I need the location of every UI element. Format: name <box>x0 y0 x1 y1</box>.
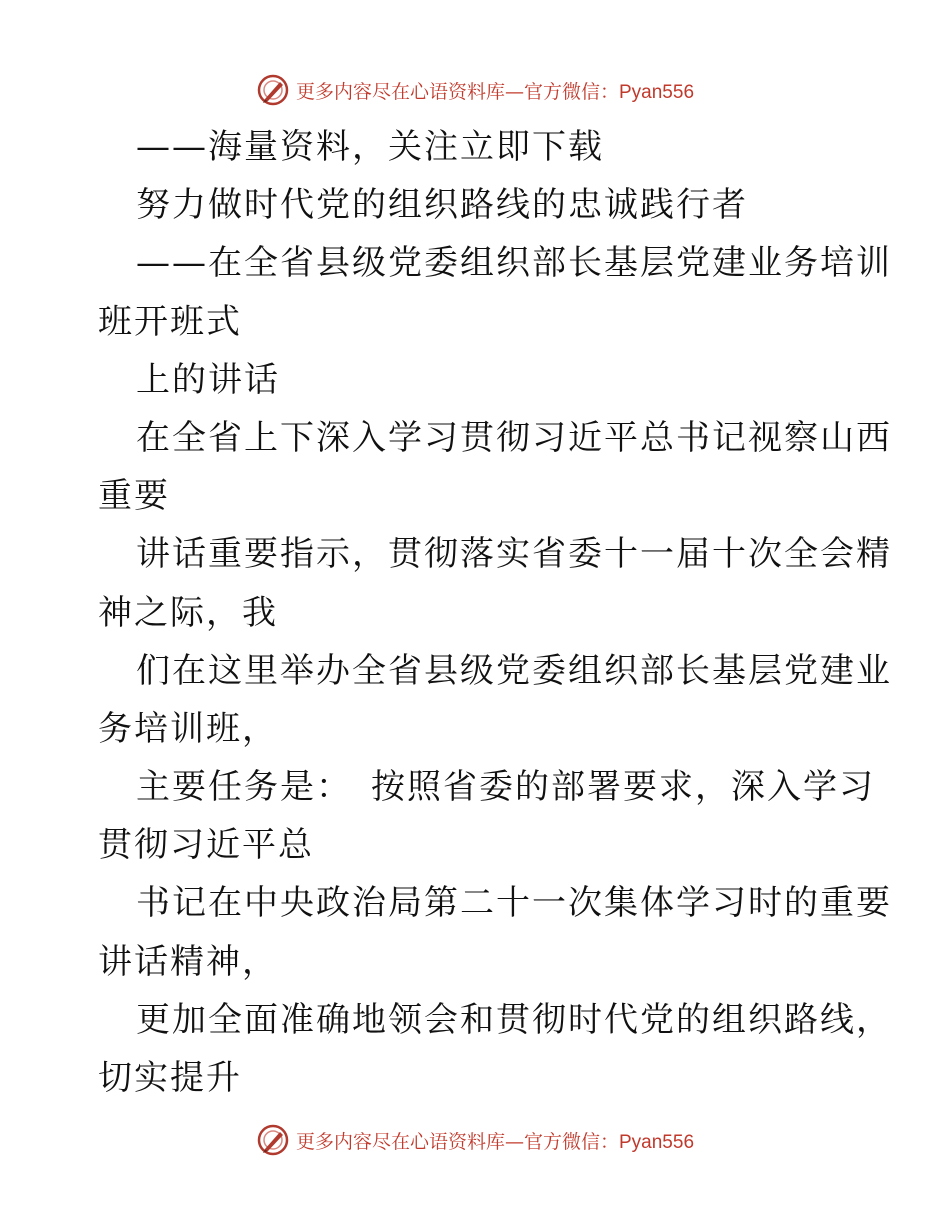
document-title: 努力做时代党的组织路线的忠诚践行者 <box>136 185 748 226</box>
text-line: 班开班式 <box>98 301 242 342</box>
text-line: 神之际，我 <box>98 592 278 633</box>
text-line: 上的讲话 <box>136 359 280 400</box>
pen-circle-logo-icon <box>256 1123 290 1157</box>
subtitle-line: ——海量资料，关注立即下载 <box>136 127 604 167</box>
text-line: 们在这里举办全省县级党委组织部长基层党建业 <box>136 650 892 691</box>
text-line: 在全省上下深入学习贯彻习近平总书记视察山西 <box>136 417 892 458</box>
pen-circle-logo-icon <box>256 73 290 107</box>
text-line: 书记在中央政治局第二十一次集体学习时的重要 <box>136 883 892 924</box>
text-line: 主要任务是： 按照省委的部署要求，深入学习 <box>136 767 875 808</box>
text-line: 贯彻习近平总 <box>98 825 314 866</box>
text-line: 讲话重要指示，贯彻落实省委十一届十次全会精 <box>136 534 892 575</box>
document-body <box>98 118 892 1107</box>
header-watermark <box>0 72 950 108</box>
text-line: 切实提升 <box>98 1058 242 1098</box>
text-line: ——在全省县级党委组织部长基层党建业务培训 <box>136 243 892 284</box>
text-line: 务培训班， <box>98 708 278 749</box>
text-line: 更加全面准确地领会和贯彻时代党的组织路线， <box>136 999 892 1040</box>
watermark-text: 更多内容尽在心语资料库—官方微信：Pyan556 <box>295 80 695 103</box>
text-line: 重要 <box>98 476 170 517</box>
footer-watermark <box>0 1122 950 1158</box>
watermark-text: 更多内容尽在心语资料库—官方微信：Pyan556 <box>295 1130 695 1153</box>
text-line: 讲话精神， <box>98 941 278 982</box>
